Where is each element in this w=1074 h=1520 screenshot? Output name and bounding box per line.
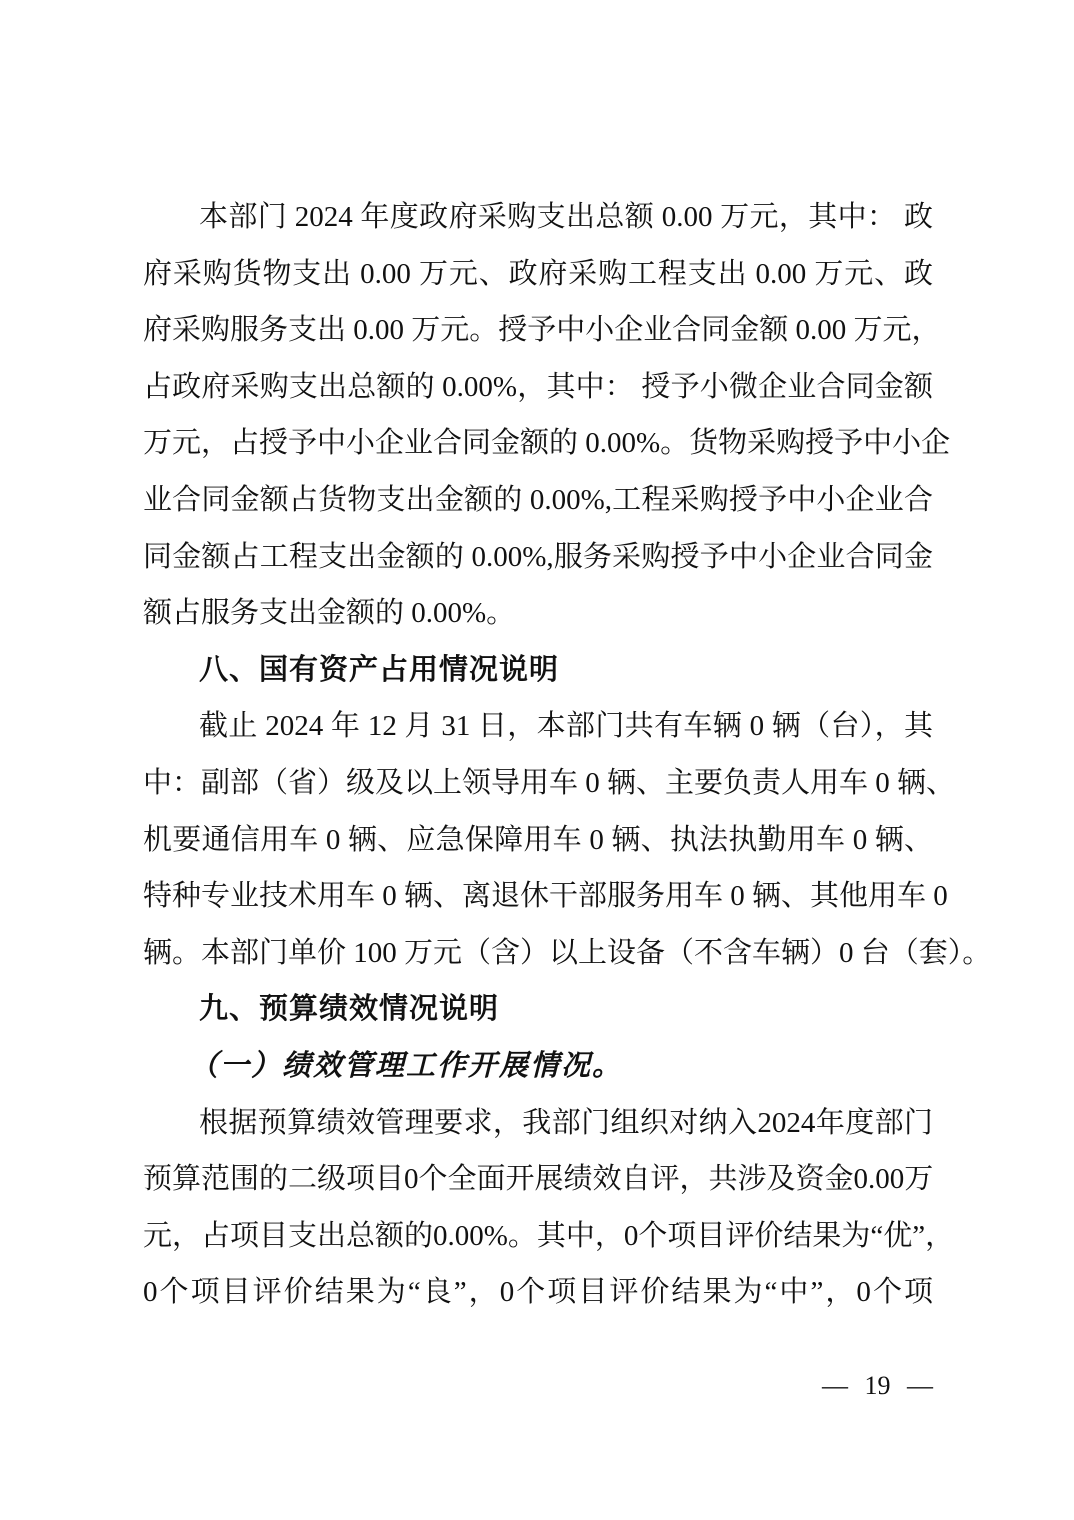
- body-line: 根据预算绩效管理要求，我部门组织对纳入2024年度部门: [199, 1106, 933, 1139]
- section-heading-budget-performance: 九、预算绩效情况说明: [199, 993, 500, 1026]
- body-line: 元，占项目支出总额的0.00%。其中，0个项目评价结果为“优”，: [143, 1219, 955, 1252]
- body-line: 特种专业技术用车 0 辆、离退休干部服务用车 0 辆、其他用车 0: [143, 880, 948, 913]
- body-line: 同金额占工程支出金额的 0.00%,服务采购授予中小企业合同金: [143, 540, 933, 573]
- page-number: — 19 —: [822, 1371, 933, 1400]
- body-line: 0个项目评价结果为“良”，0个项目评价结果为“中”，0个项: [143, 1276, 933, 1309]
- body-line: 府采购服务支出 0.00 万元。授予中小企业合同金额 0.00 万元，: [143, 314, 941, 347]
- body-line: 预算范围的二级项目0个全面开展绩效自评，共涉及资金0.00万: [143, 1163, 934, 1196]
- body-line: 机要通信用车 0 辆、应急保障用车 0 辆、执法执勤用车 0 辆、: [143, 823, 933, 856]
- text-area: [143, 189, 992, 1321]
- body-line: 业合同金额占货物支出金额的 0.00%,工程采购授予中小企业合: [143, 483, 933, 516]
- body-line: 万元，占授予中小企业合同金额的 0.00%。货物采购授予中小企: [143, 427, 951, 460]
- section-heading-state-assets: 八、国有资产占用情况说明: [199, 653, 560, 686]
- body-line: 府采购货物支出 0.00 万元、政府采购工程支出 0.00 万元、政: [143, 257, 933, 290]
- body-line: 本部门 2024 年度政府采购支出总额 0.00 万元，其中： 政: [199, 201, 933, 233]
- body-line: 额占服务支出金额的 0.00%。: [143, 597, 516, 630]
- body-line: 截止 2024 年 12 月 31 日，本部门共有车辆 0 辆（台），其: [199, 710, 933, 743]
- body-line: 辆。本部门单价 100 万元（含）以上设备（不含车辆）0 台（套）。: [143, 936, 992, 969]
- body-line: 占政府采购支出总额的 0.00%，其中： 授予小微企业合同金额: [143, 370, 933, 403]
- body-line: 中：副部（省）级及以上领导用车 0 辆、主要负责人用车 0 辆、: [143, 766, 956, 799]
- subsection-heading-performance-management: （一）绩效管理工作开展情况。: [189, 1049, 624, 1082]
